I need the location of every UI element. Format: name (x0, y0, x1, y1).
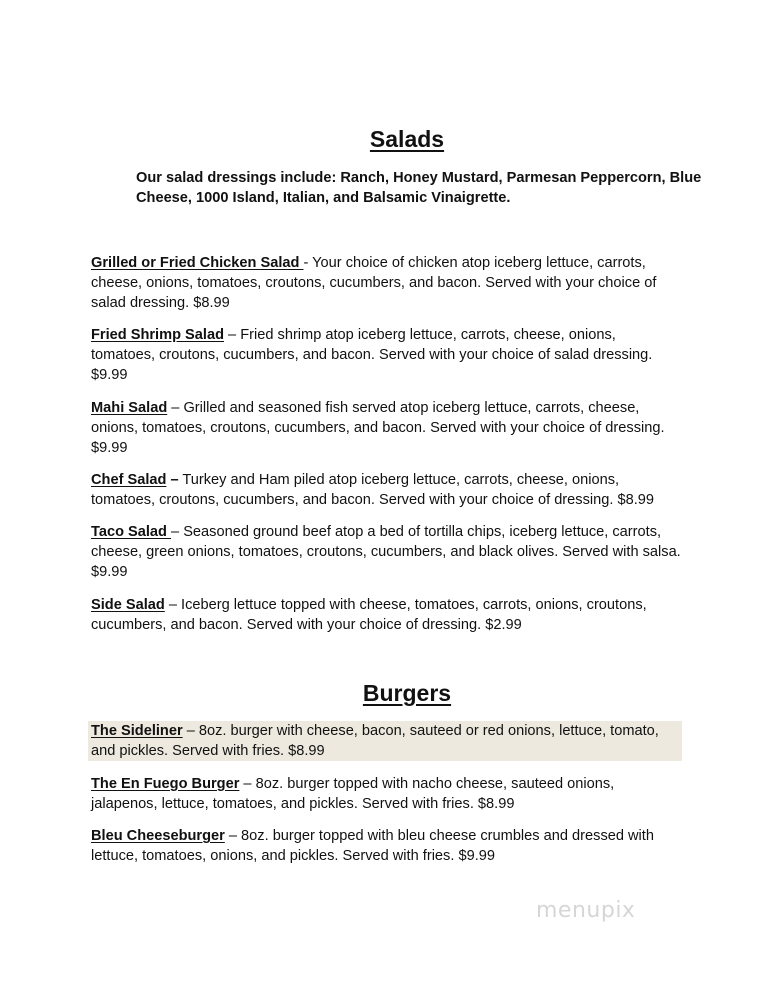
item-name: The Sideliner (91, 723, 183, 739)
burgers-heading: Burgers (362, 680, 452, 706)
menu-item-fried-shrimp-salad (91, 325, 681, 385)
item-description: – Iceberg lettuce topped with cheese, tomatoes, carrots, onions, croutons, cucumbers, and bacon. Served with your choice of dressing. $2.99 (91, 597, 647, 633)
menu-item-grilled-chicken-salad (91, 253, 681, 313)
menu-item-side-salad (91, 595, 681, 635)
item-name: Grilled or Fried Chicken Salad (91, 255, 300, 271)
item-name: Chef Salad (91, 472, 167, 488)
menu-item-chef-salad (91, 470, 681, 510)
item-description: – Fried shrimp atop iceberg lettuce, carrots, cheese, onions, tomatoes, croutons, cucumbers, and bacon. Served with your choice of salad dressing. $9.99 (91, 327, 653, 383)
salads-heading: Salads (369, 126, 445, 152)
item-description: - Your choice of chicken atop iceberg lettuce, carrots, cheese, onions, tomatoes, croutons, cucumbers, and bacon. Served with your choice of salad dressing. $8.99 (91, 255, 657, 311)
item-name: Mahi Salad (91, 400, 168, 416)
menu-item-en-fuego-burger (91, 774, 681, 814)
salad-dressings-note: Our salad dressings include: Ranch, Honey Mustard, Parmesan Peppercorn, Blue Cheese, 1000 Island, Italian, and Balsamic Vinaigrette. (136, 170, 702, 206)
item-description: – Grilled and seasoned fish served atop iceberg lettuce, carrots, cheese, onions, tomatoes, croutons, cucumbers, and bacon. Served with your choice of dressing. $9.99 (91, 400, 665, 456)
item-description: – 8oz. burger topped with bleu cheese crumbles and dressed with lettuce, tomatoes, onions, and pickles. Served with fries. $9.99 (91, 828, 654, 864)
menu-item-the-sideliner (88, 721, 682, 761)
item-description: Turkey and Ham piled atop iceberg lettuce, carrots, cheese, onions, tomatoes, croutons, cucumbers, and bacon. Served with your choice of dressing. $8.99 (91, 472, 654, 508)
item-description: – Seasoned ground beef atop a bed of tortilla chips, iceberg lettuce, carrots, cheese, green onions, tomatoes, croutons, cucumbers, and black olives. Served with salsa. $9.99 (91, 524, 681, 580)
menu-item-mahi-salad (91, 398, 681, 458)
item-separator: – (166, 472, 179, 488)
item-description: – 8oz. burger topped with nacho cheese, sauteed onions, jalapenos, lettuce, tomatoes, and pickles. Served with fries. $8.99 (91, 776, 615, 812)
item-name: Bleu Cheeseburger (91, 828, 225, 844)
item-name: Taco Salad (91, 524, 167, 540)
menu-item-taco-salad (91, 522, 681, 582)
menu-item-bleu-cheeseburger (91, 826, 681, 866)
item-name: Side Salad (91, 597, 165, 613)
item-name: The En Fuego Burger (91, 776, 240, 792)
item-name: Fried Shrimp Salad (91, 327, 224, 343)
menupix-watermark: menupix (536, 898, 636, 923)
item-description: – 8oz. burger with cheese, bacon, sauteed or red onions, lettuce, tomato, and pickles. Served with fries. $8.99 (91, 723, 659, 759)
